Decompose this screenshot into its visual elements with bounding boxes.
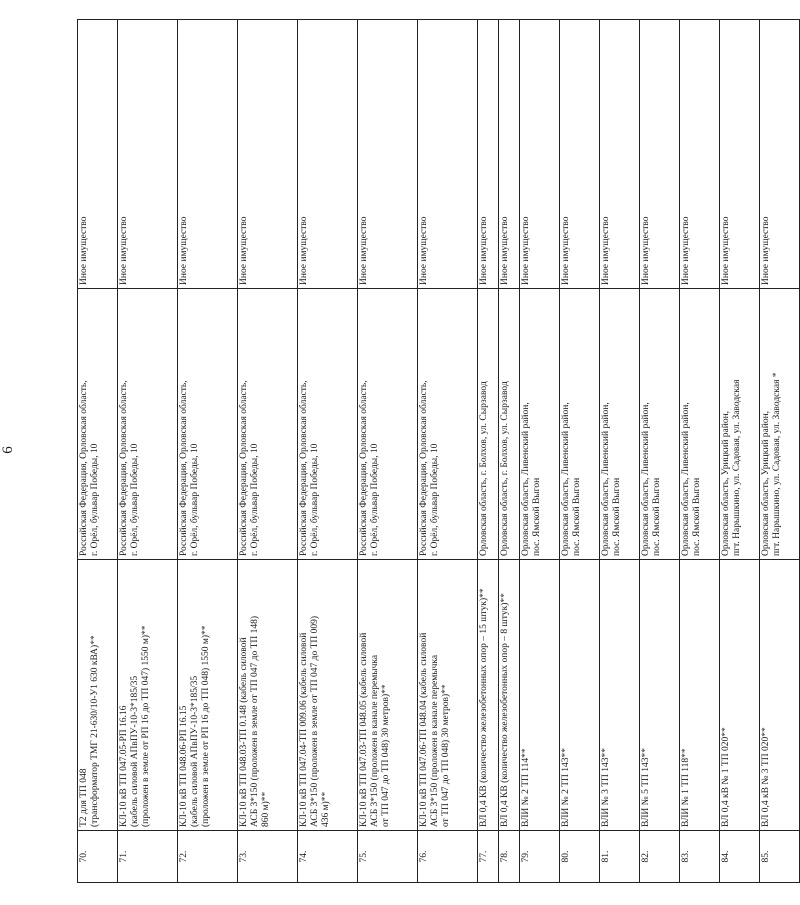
object-name-cell: ВЛИ № 2 ТП 143** xyxy=(560,560,600,831)
table-row xyxy=(358,20,418,883)
property-type-cell: Иное имущество xyxy=(78,20,118,289)
row-number-cell: 73. xyxy=(238,831,298,883)
row-number-cell: 83. xyxy=(680,831,720,883)
table-row xyxy=(640,20,680,883)
row-number-cell: 79. xyxy=(520,831,560,883)
address-cell: Орловская область, Ливенский район, пос. Ямской Выгон xyxy=(560,289,600,560)
row-number-cell: 72. xyxy=(178,831,238,883)
object-name-cell: КЛ-10 кВ ТП 047.05-РП 16.16 (кабель силовой АПвПУ-10-3*185/35 (проложен в земле от РП 16 до ТП 047) 1550 м)** xyxy=(118,560,178,831)
table-row xyxy=(78,20,118,883)
property-type-cell: Иное имущество xyxy=(520,20,560,289)
table-row xyxy=(298,20,358,883)
row-number-cell: 81. xyxy=(600,831,640,883)
object-name-cell: ВЛ 0,4 КВ (количество железобетонных опор – 8 штук)** xyxy=(499,560,520,831)
property-type-cell: Иное имущество xyxy=(118,20,178,289)
property-type-cell: Иное имущество xyxy=(680,20,720,289)
property-type-cell: Иное имущество xyxy=(760,20,800,289)
address-cell: Российская Федерация, Орловская область, г. Орёл, бульвар Победы, 10 xyxy=(358,289,418,560)
table-row xyxy=(600,20,640,883)
table-row xyxy=(499,20,520,883)
property-type-cell: Иное имущество xyxy=(640,20,680,289)
table-row xyxy=(238,20,298,883)
property-table xyxy=(77,19,800,883)
property-type-cell: Иное имущество xyxy=(478,20,499,289)
address-cell: Орловская область, г. Болхов, ул. Сырзавод xyxy=(478,289,499,560)
table-row xyxy=(520,20,560,883)
address-cell: Орловская область, г. Болхов, ул. Сырзавод xyxy=(499,289,520,560)
object-name-cell: ВЛ 0,4 кВ № 1 ТП 020** xyxy=(720,560,760,831)
property-type-cell: Иное имущество xyxy=(178,20,238,289)
address-cell: Российская Федерация, Орловская область, г. Орёл, бульвар Победы, 10 xyxy=(298,289,358,560)
property-table-body xyxy=(78,20,800,883)
object-name-cell: ВЛИ № 3 ТП 143** xyxy=(600,560,640,831)
table-row xyxy=(118,20,178,883)
row-number-cell: 82. xyxy=(640,831,680,883)
table-row xyxy=(720,20,760,883)
object-name-cell: КЛ-10 кВ ТП 048.06-РП 16.15 (кабель силовой АПвПУ-10-3*185/35 (проложен в земле от РП 16 до ТП 048) 1550 м)** xyxy=(178,560,238,831)
address-cell: Российская Федерация, Орловская область, г. Орёл, бульвар Победы, 10 xyxy=(118,289,178,560)
row-number-cell: 78. xyxy=(499,831,520,883)
table-row xyxy=(760,20,800,883)
property-type-cell: Иное имущество xyxy=(418,20,478,289)
row-number-cell: 77. xyxy=(478,831,499,883)
table-row xyxy=(178,20,238,883)
property-type-cell: Иное имущество xyxy=(358,20,418,289)
row-number-cell: 70. xyxy=(78,831,118,883)
row-number-cell: 84. xyxy=(720,831,760,883)
property-type-cell: Иное имущество xyxy=(600,20,640,289)
object-name-cell: ВЛИ № 1 ТП 118** xyxy=(680,560,720,831)
address-cell: Российская Федерация, Орловская область, г. Орёл, бульвар Победы, 10 xyxy=(418,289,478,560)
row-number-cell: 75. xyxy=(358,831,418,883)
row-number-cell: 80. xyxy=(560,831,600,883)
address-cell: Орловская область, Ливенский район, пос. Ямской Выгон xyxy=(600,289,640,560)
table-row xyxy=(680,20,720,883)
row-number-cell: 71. xyxy=(118,831,178,883)
property-type-cell: Иное имущество xyxy=(560,20,600,289)
property-type-cell: Иное имущество xyxy=(238,20,298,289)
object-name-cell: ВЛИ № 2 ТП 114** xyxy=(520,560,560,831)
address-cell: Орловская область, Урицкий район, пгт. Нарышкино, ул. Садовая, ул. Заводская * xyxy=(760,289,800,560)
address-cell: Орловская область, Урицкий район, пгт. Нарышкино, ул. Садовая, ул. Заводская xyxy=(720,289,760,560)
object-name-cell: КЛ-10 кВ ТП 047.06-ТП 048.04 (кабель силовой АСБ 3*150 (проложен в канале перемычка от ТП 047 до ТП 048) 30 метров)** xyxy=(418,560,478,831)
page-number: 6 xyxy=(0,446,16,454)
property-type-cell: Иное имущество xyxy=(499,20,520,289)
table-row xyxy=(418,20,478,883)
table-row xyxy=(560,20,600,883)
address-cell: Орловская область, Ливенский район, пос. Ямской Выгон xyxy=(680,289,720,560)
object-name-cell: Т2 для ТП 048 (трансформатор ТМГ 21-630/10-У1 630 кВА)** xyxy=(78,560,118,831)
address-cell: Орловская область, Ливенский район, пос. Ямской Выгон xyxy=(520,289,560,560)
object-name-cell: КЛ-10 кВ ТП 047.03-ТП 048.05 (кабель силовой АСБ 3*150 (проложен в канале перемычка от ТП 047 до ТП 048) 30 метров)** xyxy=(358,560,418,831)
object-name-cell: ВЛИ № 5 ТП 143** xyxy=(640,560,680,831)
address-cell: Российская Федерация, Орловская область, г. Орёл, бульвар Победы, 10 xyxy=(178,289,238,560)
row-number-cell: 76. xyxy=(418,831,478,883)
object-name-cell: ВЛ 0,4 КВ (количество железобетонных опор – 15 штук)** xyxy=(478,560,499,831)
address-cell: Российская Федерация, Орловская область, г. Орёл, бульвар Победы, 10 xyxy=(78,289,118,560)
row-number-cell: 74. xyxy=(298,831,358,883)
row-number-cell: 85. xyxy=(760,831,800,883)
object-name-cell: КЛ-10 кВ ТП 047.04-ТП 009.06 (кабель силовой АСБ 3*150 (проложен в земле от ТП 047 до ТП 009) 436 м)** xyxy=(298,560,358,831)
address-cell: Орловская область, Ливенский район, пос. Ямской Выгон xyxy=(640,289,680,560)
address-cell: Российская Федерация, Орловская область, г. Орёл, бульвар Победы, 10 xyxy=(238,289,298,560)
object-name-cell: ВЛ 0,4 кВ № 3 ТП 020** xyxy=(760,560,800,831)
object-name-cell: КЛ-10 кВ ТП 048.03-ТП 0.148 (кабель силовой АСБ 3*150 (проложен в земле от ТП 047 до ТП 148) 860 м)** xyxy=(238,560,298,831)
table-row xyxy=(478,20,499,883)
property-type-cell: Иное имущество xyxy=(720,20,760,289)
property-type-cell: Иное имущество xyxy=(298,20,358,289)
